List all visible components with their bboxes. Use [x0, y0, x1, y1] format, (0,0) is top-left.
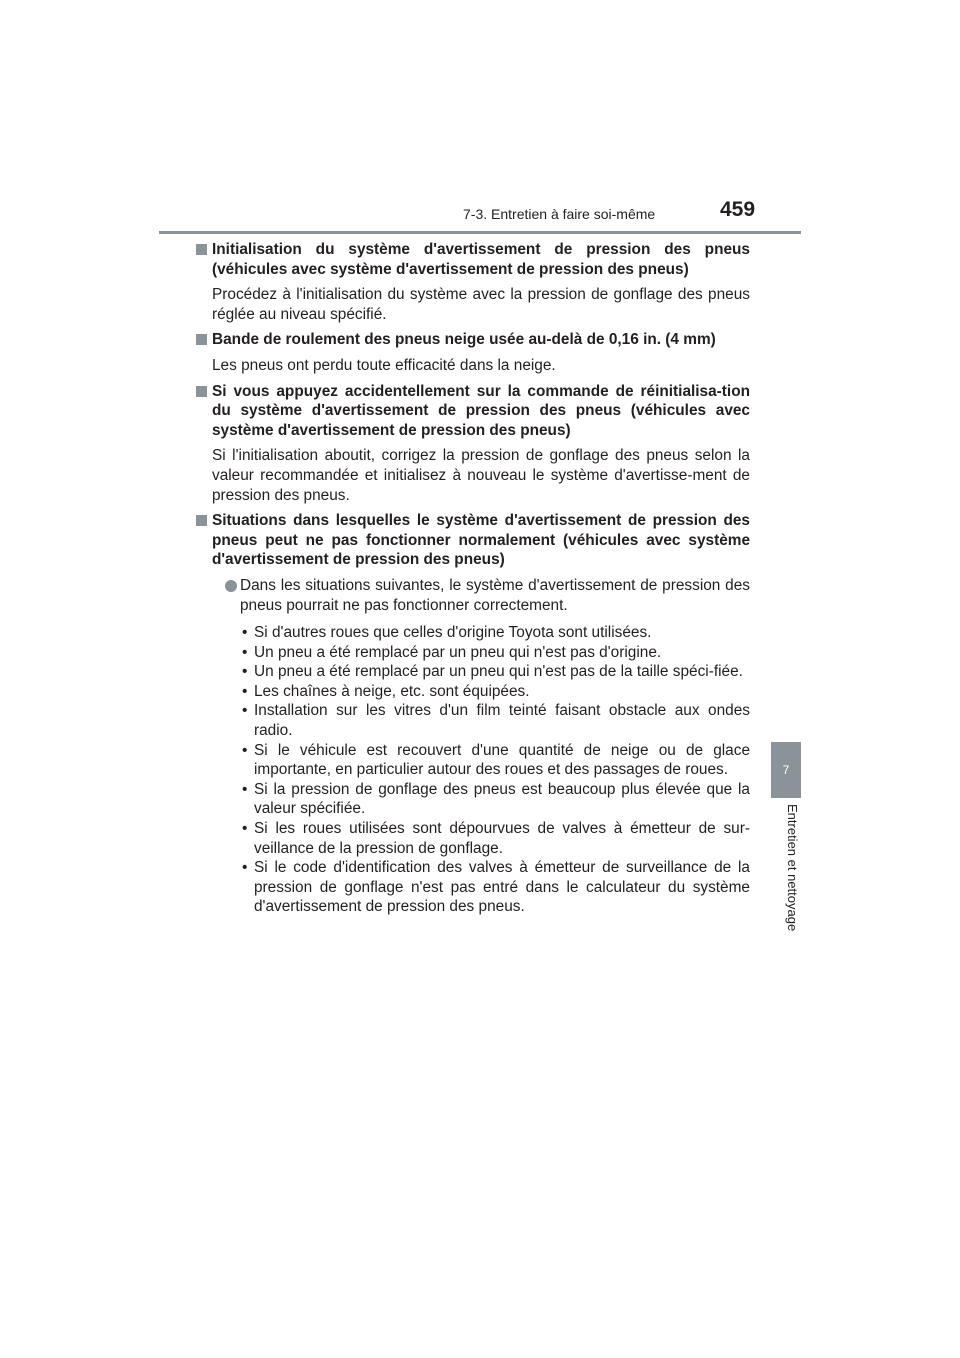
section-body: Procédez à l'initialisation du système avec la pression de gonflage des pneus réglée au niveau spécifié. [212, 286, 750, 323]
section-square-icon [196, 334, 207, 345]
section-accidental-reset [212, 382, 750, 506]
section-snow-tire-tread [212, 330, 750, 375]
section-title: Si vous appuyez accidentellement sur la commande de réinitialisa-tion du système d'avertissement de pression des pneus (véhicules avec système d'avertissement de pression des pneus) [212, 382, 750, 439]
page-content [212, 240, 750, 923]
section-initialisation [212, 240, 750, 324]
bullet-dot-icon: • [242, 859, 248, 877]
list-item: • Un pneu a été remplacé par un pneu qui n'est pas de la taille spéci-fiée. [242, 663, 743, 681]
point-text: Dans les situations suivantes, le système d'avertissement de pression des pneus pourrait ne pas fonctionner correctement. [240, 576, 750, 614]
bullet-dot-icon: • [242, 780, 248, 798]
list-item: • Si d'autres roues que celles d'origine Toyota sont utilisées. [242, 624, 652, 642]
bullet-dot-icon: • [242, 682, 248, 700]
bullet-dot-icon: • [242, 820, 248, 838]
section-header-title: 7-3. Entretien à faire soi-même [463, 206, 656, 222]
list-item: • Si les roues utilisées sont dépourvues de valves à émetteur de sur-veillance de la pression de gonflage. [242, 820, 750, 857]
list-item: • Si le véhicule est recouvert d'une quantité de neige ou de glace importante, en particulier autour des roues et des passages de roues. [242, 741, 750, 779]
section-body: Les pneus ont perdu toute efficacité dans la neige. [212, 356, 556, 374]
section-body: Si l'initialisation aboutit, corrigez la pression de gonflage des pneus selon la valeur recommandée et initialisez à nouveau le système d'avertisse-ment de pression des pneus. [212, 447, 750, 504]
chapter-side-label: Entretien et nettoyage [785, 804, 800, 932]
bullet-dot-icon: • [242, 624, 248, 642]
list-item: • Un pneu a été remplacé par un pneu qui n'est pas d'origine. [242, 643, 662, 661]
section-square-icon [196, 244, 207, 255]
page-number: 459 [720, 198, 756, 221]
list-item: • Si la pression de gonflage des pneus est beaucoup plus élevée que la valeur spécifiée. [242, 780, 750, 818]
section-malfunction-situations [212, 511, 750, 917]
section-title: Bande de roulement des pneus neige usée au-delà de 0,16 in. (4 mm) [212, 331, 716, 349]
bullet-dot-icon: • [242, 663, 248, 681]
circle-point [212, 576, 750, 615]
section-title: Initialisation du système d'avertissement de pression des pneus (véhicules avec système d'avertissement de pression des pneus) [212, 241, 750, 278]
chapter-tab: 7 [771, 742, 801, 798]
section-title: Situations dans lesquelles le système d'avertissement de pression des pneus peut ne pas fonctionner normalement (véhicules avec système d'avertissement de pression des pneus) [212, 512, 750, 569]
list-item: • Installation sur les vitres d'un film teinté faisant obstacle aux ondes radio. [242, 702, 750, 740]
bullet-dot-icon: • [242, 643, 248, 661]
section-square-icon [196, 515, 207, 526]
header-rule [159, 231, 801, 234]
list-item: • Si le code d'identification des valves à émetteur de surveillance de la pression de gonflage n'est pas entré dans le calculateur du système d'avertissement de pression des pneus. [242, 859, 750, 916]
circle-bullet-icon [225, 580, 237, 592]
bullet-dot-icon: • [242, 702, 248, 720]
section-square-icon [196, 386, 207, 397]
situation-list [212, 623, 750, 917]
list-item: • Les chaînes à neige, etc. sont équipées. [242, 682, 530, 700]
bullet-dot-icon: • [242, 741, 248, 759]
